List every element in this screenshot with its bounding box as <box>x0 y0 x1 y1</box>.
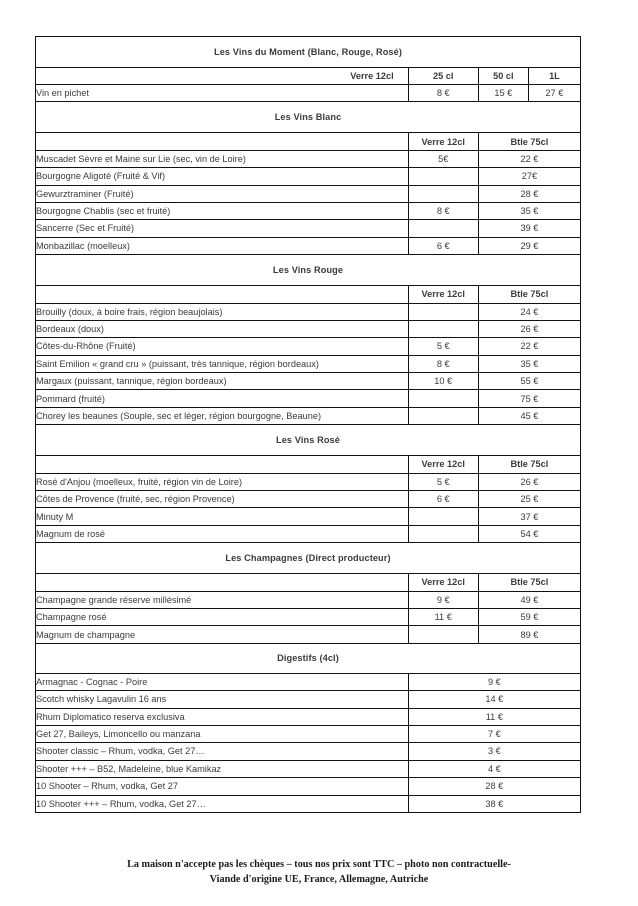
table-row <box>36 185 581 202</box>
table-row <box>36 673 581 690</box>
column-header-verre-moment: Verre 12cl <box>36 68 409 85</box>
menu-footer-disclaimer <box>0 858 638 888</box>
section-header-row-vins-rose <box>36 425 581 456</box>
item-price-bouteille: 37 € <box>478 508 580 525</box>
item-price-bouteille: 26 € <box>478 320 580 337</box>
item-name: Bordeaux (doux) <box>36 320 409 337</box>
item-price-verre: 8 € <box>408 355 478 372</box>
item-name: Côtes de Provence (fruité, sec, région Provence) <box>36 491 409 508</box>
item-name: Muscadet Sèvre et Maine sur Lie (sec, vin de Loire) <box>36 150 409 167</box>
item-name: Margaux (puissant, tannique, région bordeaux) <box>36 373 409 390</box>
section-header-row-digestifs <box>36 643 581 673</box>
item-name: Gewurztraminer (Fruité) <box>36 185 409 202</box>
table-row <box>36 491 581 508</box>
table-row <box>36 508 581 525</box>
item-name: Rhum Diplomatico reserva exclusiva <box>36 708 409 725</box>
menu-table-container <box>35 36 581 813</box>
item-price-verre: 6 € <box>408 491 478 508</box>
section-title-vins-blanc: Les Vins Blanc <box>36 102 581 133</box>
item-price-bouteille: 27€ <box>478 168 580 185</box>
item-name: Shooter classic – Rhum, vodka, Get 27… <box>36 743 409 760</box>
item-price-verre: 11 € <box>408 608 478 625</box>
item-price: 38 € <box>408 795 580 812</box>
column-header-row-champagnes <box>36 574 581 591</box>
table-row <box>36 591 581 608</box>
item-price-bouteille: 28 € <box>478 185 580 202</box>
item-name: Get 27, Baileys, Limoncello ou manzana <box>36 725 409 742</box>
table-row <box>36 202 581 219</box>
column-header-row-vins-rose <box>36 456 581 473</box>
column-header-row-vins-du-moment <box>36 68 581 85</box>
item-price: 4 € <box>408 760 580 777</box>
item-name: Brouilly (doux, à boire frais, région beaujolais) <box>36 303 409 320</box>
item-price-bouteille: 35 € <box>478 355 580 372</box>
column-header-spacer <box>36 574 409 591</box>
item-price-1l: 27 € <box>528 85 580 102</box>
item-name: Sancerre (Sec et Fruité) <box>36 220 409 237</box>
item-name: Shooter +++ – B52, Madeleine, blue Kamikaz <box>36 760 409 777</box>
item-price-bouteille: 89 € <box>478 626 580 643</box>
item-price-verre: 6 € <box>408 237 478 254</box>
table-row <box>36 303 581 320</box>
table-row <box>36 608 581 625</box>
section-title-digestifs: Digestifs (4cl) <box>36 643 581 673</box>
item-price-bouteille: 25 € <box>478 491 580 508</box>
table-row <box>36 150 581 167</box>
section-header-row-vins-rouge <box>36 255 581 286</box>
item-price-verre <box>408 626 478 643</box>
item-price: 3 € <box>408 743 580 760</box>
item-price-verre <box>408 220 478 237</box>
table-row <box>36 778 581 795</box>
item-price: 9 € <box>408 673 580 690</box>
item-name: Côtes-du-Rhône (Fruité) <box>36 338 409 355</box>
item-name: Champagne rosé <box>36 608 409 625</box>
item-price-bouteille: 35 € <box>478 202 580 219</box>
table-row <box>36 320 581 337</box>
item-price-verre <box>408 168 478 185</box>
item-price: 28 € <box>408 778 580 795</box>
table-row <box>36 85 581 102</box>
column-header-verre-rose: Verre 12cl <box>408 456 478 473</box>
table-row <box>36 338 581 355</box>
section-title-champagnes: Les Champagnes (Direct producteur) <box>36 543 581 574</box>
item-name: Champagne grande réserve millésimé <box>36 591 409 608</box>
item-price: 14 € <box>408 691 580 708</box>
item-name: Saint Emilion « grand cru » (puissant, très tannique, région bordeaux) <box>36 355 409 372</box>
item-price-verre <box>408 390 478 407</box>
item-price-bouteille: 22 € <box>478 338 580 355</box>
section-header-row-vins-blanc <box>36 102 581 133</box>
item-name: Bourgogne Chablis (sec et fruité) <box>36 202 409 219</box>
item-price-verre: 8 € <box>408 202 478 219</box>
item-price: 7 € <box>408 725 580 742</box>
table-row <box>36 795 581 812</box>
item-name: Bourgogne Aligoté (Fruité & Vif) <box>36 168 409 185</box>
table-row <box>36 168 581 185</box>
section-header-row-champagnes <box>36 543 581 574</box>
item-price-verre <box>408 320 478 337</box>
item-name: Minuty M <box>36 508 409 525</box>
column-header-spacer <box>36 286 409 303</box>
item-name: Rosé d'Anjou (moelleux, fruité, région vin de Loire) <box>36 473 409 490</box>
item-name: Vin en pichet <box>36 85 409 102</box>
column-header-50cl: 50 cl <box>478 68 528 85</box>
item-price-bouteille: 75 € <box>478 390 580 407</box>
item-price-bouteille: 49 € <box>478 591 580 608</box>
item-price-verre <box>408 525 478 542</box>
item-name: Monbazillac (moelleux) <box>36 237 409 254</box>
item-price-verre: 5 € <box>408 338 478 355</box>
item-name: Magnum de rosé <box>36 525 409 542</box>
table-row <box>36 708 581 725</box>
item-name: 10 Shooter – Rhum, vodka, Get 27 <box>36 778 409 795</box>
item-price-25cl: 8 € <box>408 85 478 102</box>
item-price-bouteille: 59 € <box>478 608 580 625</box>
column-header-spacer <box>36 133 409 150</box>
item-price-verre: 10 € <box>408 373 478 390</box>
item-price-verre: 9 € <box>408 591 478 608</box>
table-row <box>36 407 581 424</box>
table-row <box>36 373 581 390</box>
item-price: 11 € <box>408 708 580 725</box>
table-row <box>36 473 581 490</box>
item-name: Magnum de champagne <box>36 626 409 643</box>
table-row <box>36 626 581 643</box>
column-header-25cl: 25 cl <box>408 68 478 85</box>
item-price-bouteille: 39 € <box>478 220 580 237</box>
section-title-vins-rose: Les Vins Rosé <box>36 425 581 456</box>
drinks-menu-table <box>35 36 581 813</box>
item-price-verre: 5€ <box>408 150 478 167</box>
item-price-bouteille: 45 € <box>478 407 580 424</box>
column-header-bouteille-rouge: Btle 75cl <box>478 286 580 303</box>
item-name: Pommard (fruité) <box>36 390 409 407</box>
item-price-bouteille: 55 € <box>478 373 580 390</box>
item-price-bouteille: 24 € <box>478 303 580 320</box>
section-title-vins-rouge: Les Vins Rouge <box>36 255 581 286</box>
column-header-verre-blanc: Verre 12cl <box>408 133 478 150</box>
table-row <box>36 691 581 708</box>
item-price-bouteille: 54 € <box>478 525 580 542</box>
table-row <box>36 743 581 760</box>
item-name: Armagnac - Cognac - Poire <box>36 673 409 690</box>
column-header-row-vins-rouge <box>36 286 581 303</box>
table-row <box>36 525 581 542</box>
table-row <box>36 220 581 237</box>
item-price-verre <box>408 407 478 424</box>
column-header-spacer <box>36 456 409 473</box>
item-name: Scotch whisky Lagavulin 16 ans <box>36 691 409 708</box>
column-header-1l: 1L <box>528 68 580 85</box>
column-header-row-vins-blanc <box>36 133 581 150</box>
section-title-vins-du-moment: Les Vins du Moment (Blanc, Rouge, Rosé) <box>36 37 581 68</box>
item-price-verre: 5 € <box>408 473 478 490</box>
item-price-bouteille: 29 € <box>478 237 580 254</box>
item-price-bouteille: 22 € <box>478 150 580 167</box>
item-price-50cl: 15 € <box>478 85 528 102</box>
item-price-verre <box>408 303 478 320</box>
table-row <box>36 355 581 372</box>
item-price-bouteille: 26 € <box>478 473 580 490</box>
table-row <box>36 237 581 254</box>
table-row <box>36 725 581 742</box>
column-header-verre-rouge: Verre 12cl <box>408 286 478 303</box>
table-row <box>36 390 581 407</box>
section-header-row-vins-du-moment <box>36 37 581 68</box>
item-name: Chorey les beaunes (Souple, sec et léger, région bourgogne, Beaune) <box>36 407 409 424</box>
item-price-verre <box>408 508 478 525</box>
table-row <box>36 760 581 777</box>
footer-line-2: Viande d'origine UE, France, Allemagne, Autriche <box>209 873 429 885</box>
column-header-verre-champagne: Verre 12cl <box>408 574 478 591</box>
footer-line-1: La maison n'accepte pas les chèques – tous nos prix sont TTC – photo non contractuelle- <box>127 859 511 870</box>
column-header-bouteille-champagne: Btle 75cl <box>478 574 580 591</box>
column-header-bouteille-rose: Btle 75cl <box>478 456 580 473</box>
item-name: 10 Shooter +++ – Rhum, vodka, Get 27… <box>36 795 409 812</box>
column-header-bouteille-blanc: Btle 75cl <box>478 133 580 150</box>
item-price-verre <box>408 185 478 202</box>
